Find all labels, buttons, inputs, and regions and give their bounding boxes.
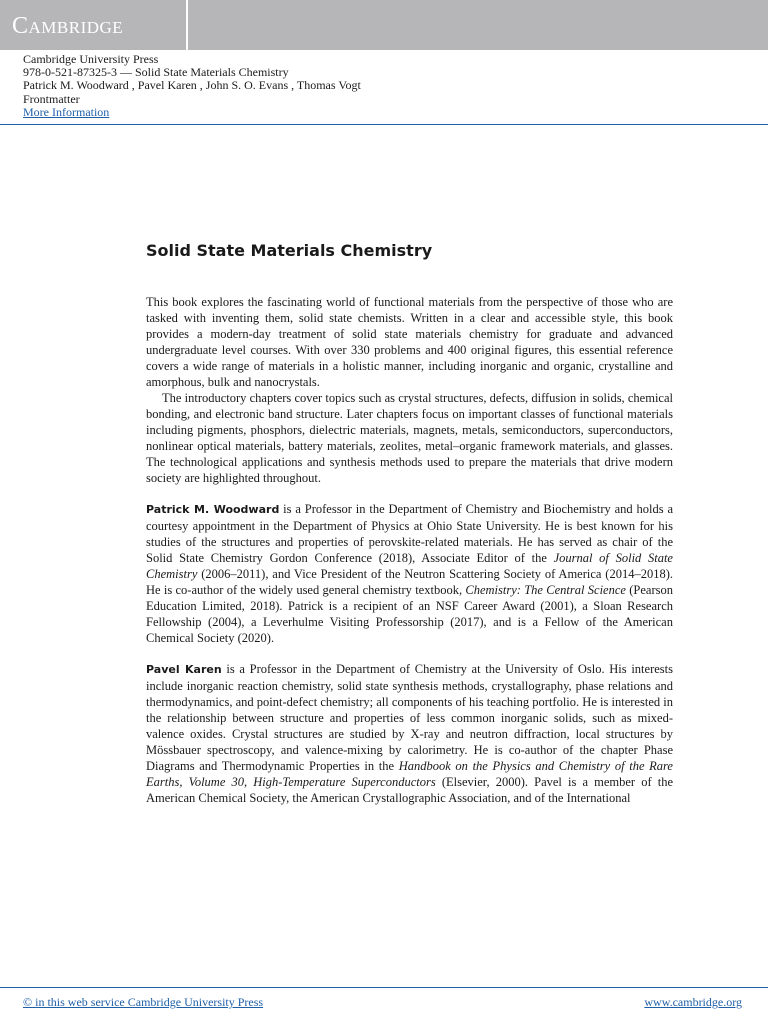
section-line: Frontmatter xyxy=(23,91,80,106)
author-name-woodward: Patrick M. Woodward xyxy=(146,503,280,516)
cambridge-logo: Cambridge xyxy=(12,13,124,39)
more-information-link[interactable]: More Information xyxy=(23,104,110,119)
bio-karen xyxy=(146,661,673,806)
copyright-link[interactable]: © in this web service Cambridge University Press xyxy=(23,995,264,1009)
authors-line: Patrick M. Woodward , Pavel Karen , John S. O. Evans , Thomas Vogt xyxy=(23,78,361,93)
header-banner xyxy=(0,0,768,50)
publisher-line: Cambridge University Press xyxy=(23,52,159,66)
logo-box xyxy=(0,0,188,50)
footer-right xyxy=(644,995,742,1009)
isbn-title-line: 978-0-521-87325-3 — Solid State Materials Chemistry xyxy=(23,65,289,80)
description-paragraph-1: This book explores the fascinating world of functional materials from the perspective of those who are tasked with inventing them, solid state chemists. Written in a clear and accessible style, this book provides a modern-day treatment of solid state materials chemistry for graduate and advanced undergraduate level courses. With over 330 problems and 400 original figures, this essential reference covers a wide range of materials in a holistic manner, including inorganic and organic, crystalline and amorphous, bulk and nanocrystals. xyxy=(146,295,673,389)
handbook-title: Handbook on the Physics and Chemistry of the Rare Earths, Volume 30, High-Temperature Superconductors xyxy=(146,759,673,789)
book-metadata xyxy=(23,53,361,119)
footer-divider xyxy=(0,987,768,988)
bio-woodward-text-3: (Pearson Education Limited, 2018). Patrick is a recipient of an NSF Career Award (2001), a Sloan Research Fellowship (2004), a Leverhulme Visiting Professorship (2017), and is a Fellow of the American Chemical Society (2020). xyxy=(146,583,673,645)
page-content xyxy=(146,236,673,806)
header-divider xyxy=(0,124,768,125)
cambridge-site-link[interactable]: www.cambridge.org xyxy=(644,995,742,1009)
footer-left xyxy=(23,995,263,1009)
bio-karen-text-2: (Elsevier, 2000). Pavel is a member of the American Chemical Society, the American Crystallographic Association, and of the International xyxy=(146,775,673,805)
bio-woodward xyxy=(146,501,673,646)
textbook-title: Chemistry: The Central Science xyxy=(465,583,626,597)
bio-karen-text-1: is a Professor in the Department of Chemistry at the University of Oslo. His interests include inorganic reaction chemistry, solid state synthesis methods, crystallography, phase relations and thermodynamics, and point-defect chemistry; all components of his teaching portfolio. He is interested in the relationship between structure and properties of less common inorganic solids, such as mixed-valence oxides. Crystal structures are studied by X-ray and neutron diffraction, local structures by Mössbauer spectroscopy, and valence-mixing by calorimetry. He is co-author of the chapter Phase Diagrams and Thermodynamic Properties in the xyxy=(146,662,673,773)
page-title: Solid State Materials Chemistry xyxy=(146,241,433,260)
journal-title: Journal of Solid State Chemistry xyxy=(146,551,673,581)
author-name-karen: Pavel Karen xyxy=(146,663,222,676)
description-paragraph-2: The introductory chapters cover topics such as crystal structures, defects, diffusion in solids, chemical bonding, and electronic band structure. Later chapters focus on important classes of functional materials including pigments, phosphors, dielectric materials, magnets, metals, semiconductors, superconductors, nonlinear optical materials, battery materials, zeolites, metal–organic framework materials, and glasses. The technological applications and synthesis methods used to prepare the materials that drive modern society are highlighted throughout. xyxy=(146,391,673,485)
bio-woodward-text-2: (2006–2011), and Vice President of the Neutron Scattering Society of America (2014–2018). He is co-author of the widely used general chemistry textbook, xyxy=(146,567,673,597)
bio-woodward-text-1: is a Professor in the Department of Chemistry and Biochemistry and holds a courtesy appointment in the Department of Physics at Ohio State University. He is best known for his studies of the structures and properties of perovskite-related materials. He has served as chair of the Solid State Chemistry Gordon Conference (2018), Associate Editor of the xyxy=(146,502,673,565)
